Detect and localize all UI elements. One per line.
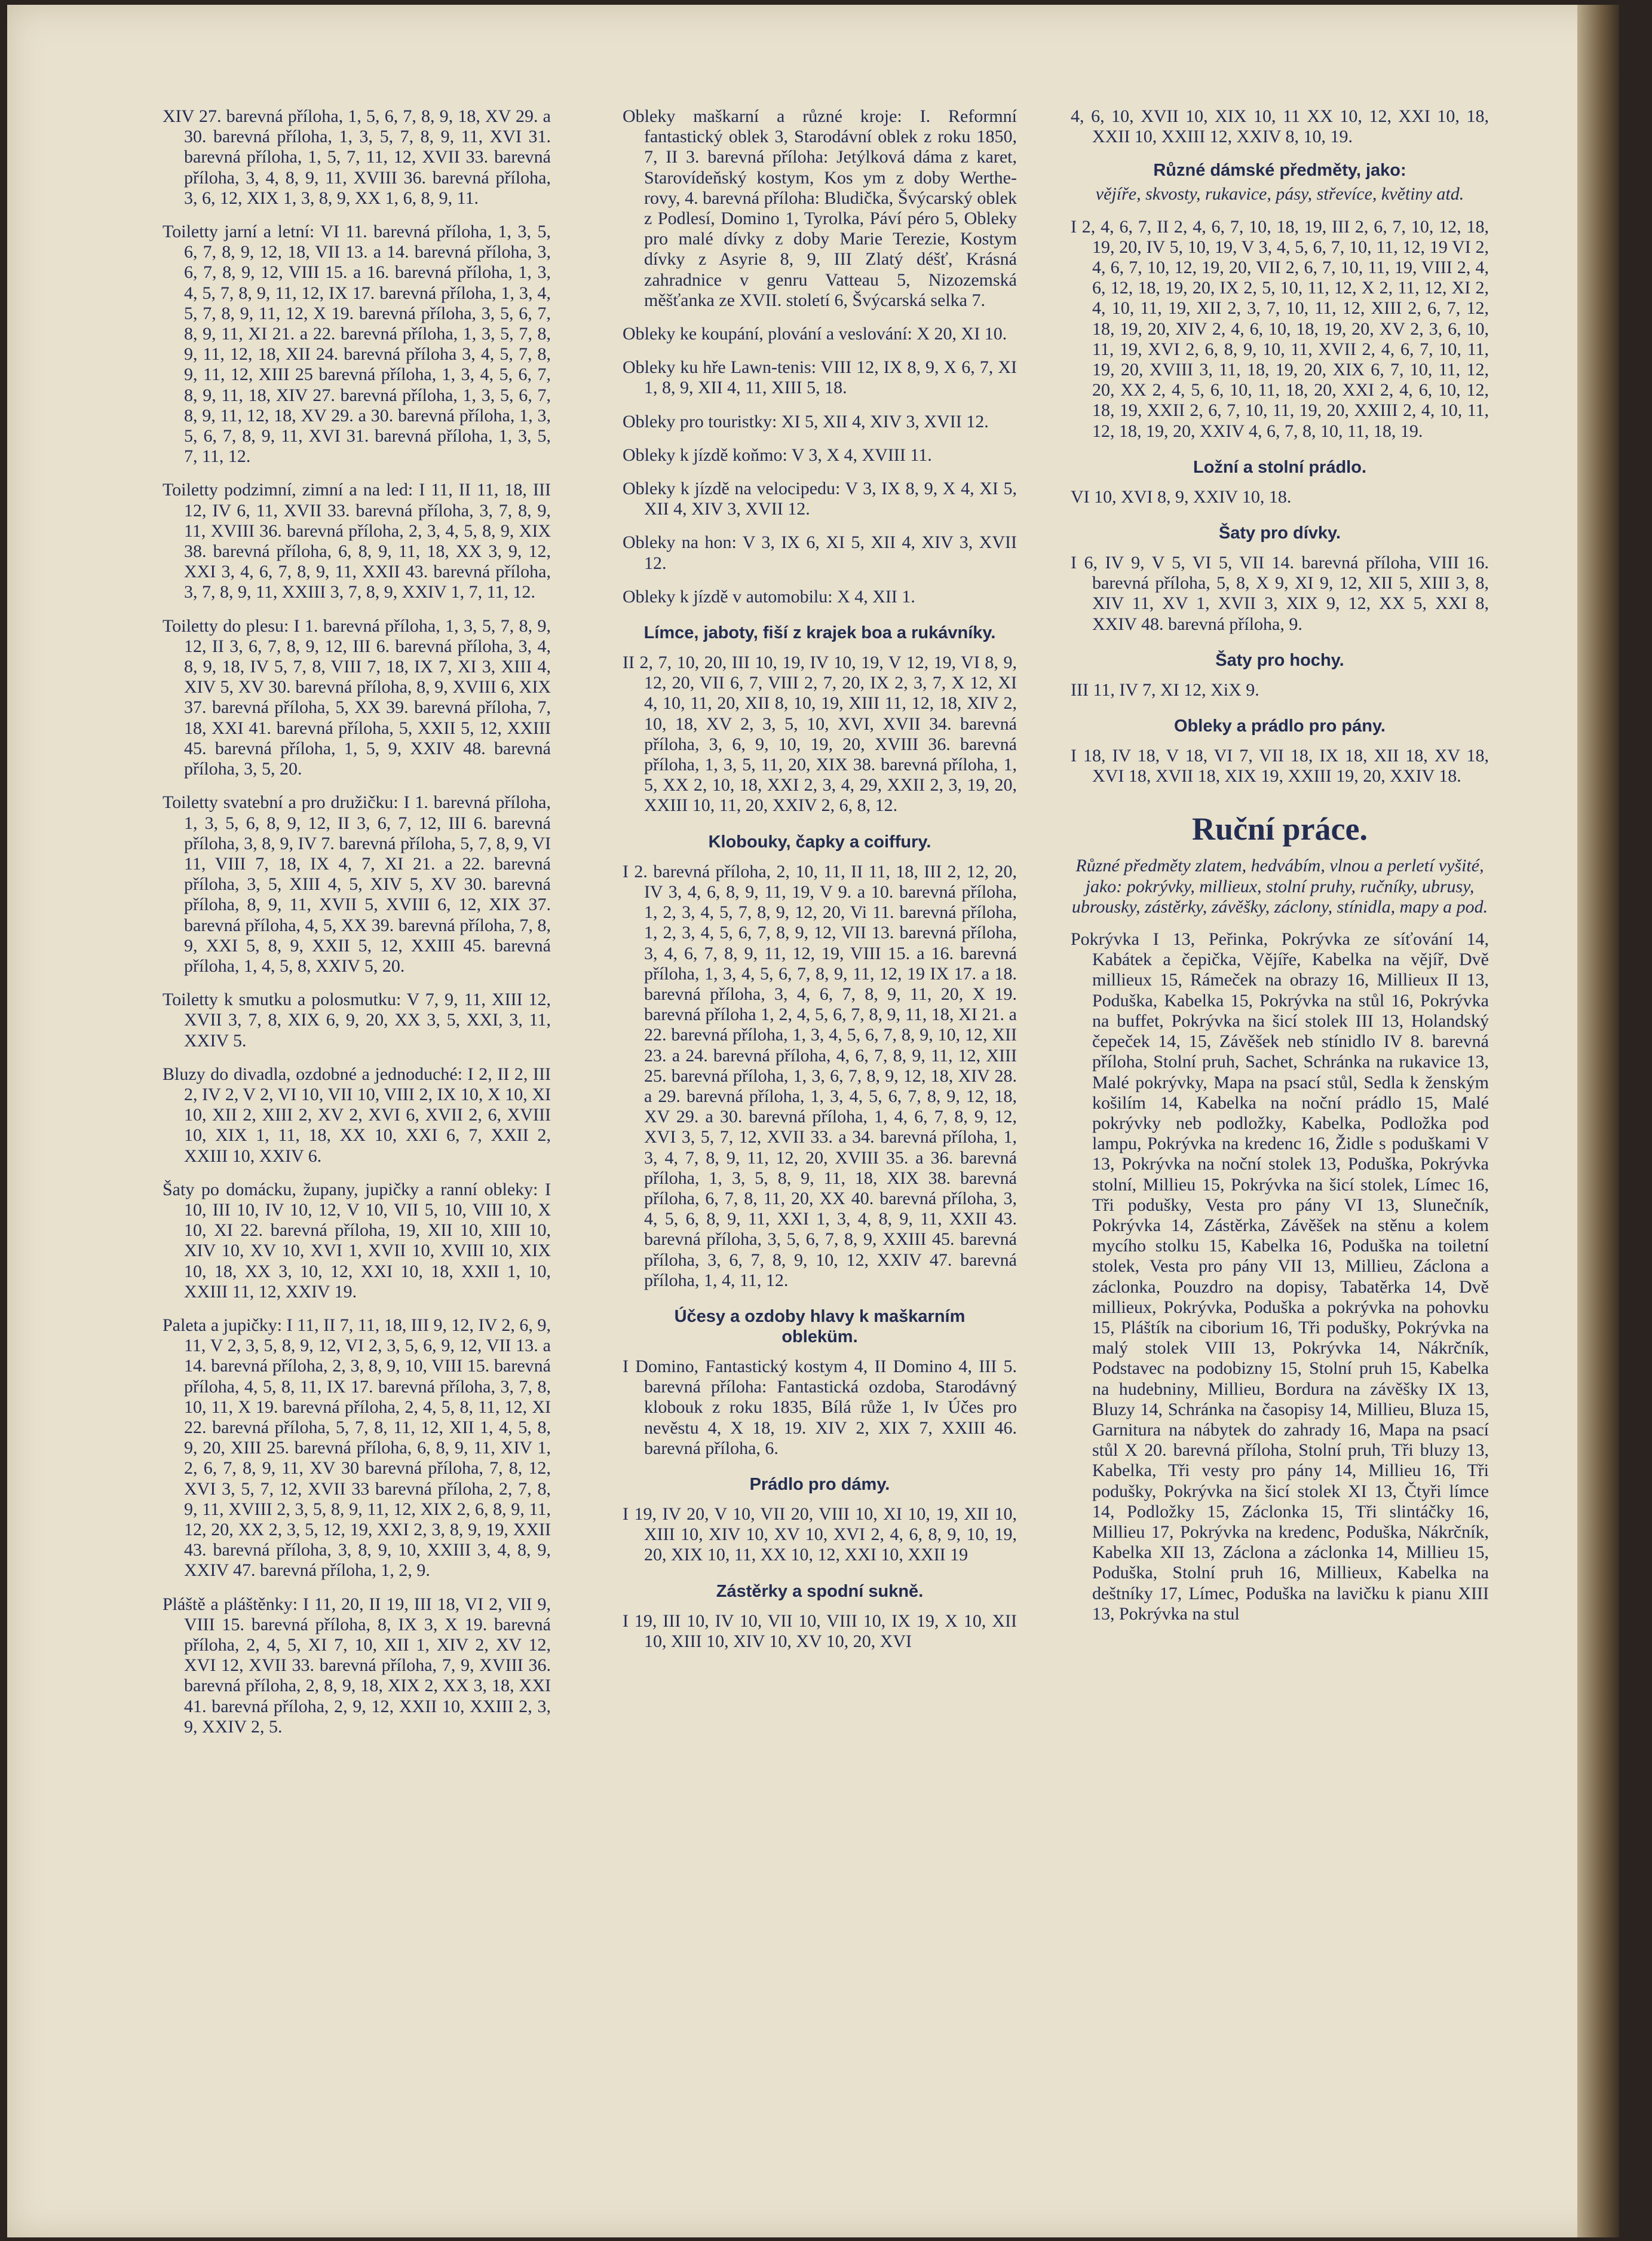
section-heading: Šaty pro dívky. [1218,523,1341,543]
column-middle [623,106,1017,1665]
index-entry: Toiletty k smutku a polosmutku: V 7, 9, 11, XIII 12, XVII 3, 7, 8, XIX 6, 9, 20, XX 3, 5, XXI, 3, 11, XXIV 5. [163,990,551,1051]
index-entry: Pláště a pláštěnky: I 11, 20, II 19, III 18, VI 2, VII 9, VIII 15. barevná příloha, 8, IX 3, X 19. barevná příloha, 2, 4, 5, XI 7, 10, XII 1, XIV 2, XV 12, XVI 12, XVII 33. barevná příloha, 7, 9, XVIII 36. barevná příloha, 2, 8, 9, 18, XIX 2, XX 3, 18, XXI 41. barevná příloha, 2, 9, 12, XXII 10, XXIII 2, 3, 9, XXIV 2, 5. [163,1594,551,1737]
index-entry: Toiletty podzimní, zimní a na led: I 11, II 11, 18, III 12, IV 6, 11, XVII 33. barevná příloha, 3, 7, 8, 9, 11, XVIII 36. barevná příloha, 2, 3, 4, 5, 8, 9, XIX 38. barevná příloha, 6, 8, 9, 11, 18, XX 3, 9, 12, XXI 3, 4, 6, 7, 8, 9, 11, XXII 43. barevná příloha, 3, 7, 8, 9, 11, XXIII 3, 7, 8, 9, XXIV 1, 7, 11, 12. [163,480,551,602]
section-text: I 2. barevná příloha, 2, 10, 11, II 11, 18, III 2, 12, 20, IV 3, 4, 6, 8, 9, 11, 19, V 9. a 10. barevná příloha, 1, 2, 3, 4, 5, 7, 8, 9, 12, 20, Vi 11. barevná příloha, 1, 2, 3, 4, 5, 6, 7, 8, 9, 12, VII 13. barevná příloha, 3, 4, 6, 7, 8, 9, 11, 12, 19, VIII 15. a 16. barevná příloha, 1, 3, 4, 5, 6, 7, 8, 9, 11, 12, 19 IX 17. a 18. barevná příloha, 3, 4, 6, 7, 8, 9, 11, 20, X 19. barevná příloha 1, 2, 4, 5, 6, 7, 8, 9, 11, 18, XI 21. a 22. barevná příloha, 1, 3, 4, 5, 6, 7, 8, 9, 10, 12, XII 23. a 24. barevná příloha, 4, 6, 7, 8, 9, 11, 12, XIII 25. barevná příloha, 1, 3, 6, 7, 8, 9, 12, 18, XIV 28. a 29. barevná příloha, 1, 3, 4, 5, 6, 7, 8, 9, 12, 18, XV 29. a 30. barevná příloha, 1, 4, 6, 7, 8, 9, 12, XVI 3, 5, 7, 12, XVII 33. a 34. barevná příloha, 1, 3, 4, 7, 8, 9, 11, 12, 20, XVIII 35. a 36. barevná příloha, 1, 3, 5, 8, 9, 11, 18, XIX 38. barevná příloha, 6, 7, 8, 11, 20, XX 40. barevná příloha, 3, 4, 5, 6, 8, 9, 11, XXI 1, 3, 4, 8, 9, 11, XXII 43. barevná příloha, 3, 5, 6, 7, 8, 9, XXIII 45. barevná příloha, 3, 6, 7, 8, 9, 10, 12, XXIV 47. barevná příloha, 1, 4, 11, 12. [623,861,1017,1290]
index-entry: Obleky pro touristky: XI 5, XII 4, XIV 3, XVII 12. [623,411,989,431]
section-heading: Ložní a stolní prádlo. [1193,457,1366,477]
section-text: I 2, 4, 6, 7, II 2, 4, 6, 7, 10, 18, 19, III 2, 6, 7, 10, 12, 18, 19, 20, IV 5, 10, 19, V 3, 4, 5, 6, 7, 10, 11, 12, 19 VI 2, 4, 6, 7, 10, 12, 19, 20, VII 2, 6, 7, 10, 11, 19, VIII 2, 4, 6, 12, 18, 19, 20, IX 2, 5, 10, 11, 12, X 2, 11, 12, XI 2, 4, 10, 11, 19, XII 2, 3, 7, 10, 11, 12, XIII 2, 6, 7, 12, 18, 19, 20, XIV 2, 4, 6, 10, 18, 19, 20, XV 2, 3, 6, 10, 11, 19, XVI 2, 6, 8, 9, 10, 11, XVII 2, 4, 6, 7, 10, 11, 19, 20, XVIII 3, 11, 18, 19, 20, XIX 6, 7, 10, 11, 12, 20, XX 2, 4, 5, 6, 10, 11, 18, 20, XXI 2, 4, 6, 10, 12, 18, 19, XXII 2, 6, 7, 10, 11, 19, 20, XXIII 2, 4, 10, 11, 12, 18, 19, 20, XXIV 4, 6, 7, 8, 10, 11, 18, 19. [1071,216,1489,441]
section-text: I 6, IV 9, V 5, VI 5, VII 14. barevná příloha, VIII 16. barevná příloha, 5, 8, X 9, XI 9, 12, XII 5, XIII 3, 8, XIV 11, XV 1, XVII 3, XIX 9, 12, XX 5, XXI 8, XXIV 48. barevná příloha, 9. [1071,553,1489,634]
section-heading: Límce, jaboty, fiší z krajek boa a rukávníky. [643,623,996,643]
section-text: I 19, III 10, IV 10, VII 10, VIII 10, IX 19, X 10, XII 10, XIII 10, XIV 10, XV 10, 20, XVI [623,1611,1017,1651]
index-entry: Toiletty do plesu: I 1. barevná příloha, 1, 3, 5, 7, 8, 9, 12, II 3, 6, 7, 8, 9, 12, III 6. barevná příloha, 3, 4, 8, 9, 18, IV 5, 7, 8, VIII 7, 18, IX 7, XI 3, XIII 4, XIV 5, XV 30. barevná příloha, 8, 9, XVIII 6, XIX 37. barevná příloha, 5, XX 39. barevná příloha, 7, 18, XXI 41. barevná příloha, 5, XXII 5, 12, XXIII 45. barevná příloha, 1, 5, 9, XXIV 48. barevná příloha, 3, 5, 20. [163,616,551,779]
section-intro: vějíře, skvosty, rukavice, pásy, střevíce, květiny atd. [1095,184,1464,204]
main-section-title: Ruční práce. [1192,811,1368,847]
section-heading: Prádlo pro dámy. [749,1474,890,1494]
index-entry: Obleky ke koupání, plování a veslování: X 20, XI 10. [623,324,1007,344]
section-heading: Účesy a ozdoby hlavy k maškarním obleküm. [674,1306,966,1346]
section-heading: Šaty pro hochy. [1215,650,1344,670]
section-heading: Různé dámské předměty, jako: [1153,161,1406,180]
section-text: II 2, 7, 10, 20, III 10, 19, IV 10, 19, V 12, 19, VI 8, 9, 12, 20, VII 6, 7, VIII 2, 7, 20, IX 2, 3, 7, X 12, XI 4, 10, 11, 20, XII 8, 10, 19, XIII 11, 12, 18, XIV 2, 10, 18, XV 2, 3, 5, 10, XVI, XVII 34. barevná příloha, 3, 6, 9, 10, 19, 20, XVIII 36. barevná příloha, 1, 3, 5, 11, 20, XIX 38. barevná příloha, 1, 5, XX 2, 10, 18, XXI 2, 3, 4, 29, XXII 2, 3, 19, 20, XXIII 10, 11, 20, XXIV 2, 6, 8, 12. [623,653,1017,816]
section-text: 4, 6, 10, XVII 10, XIX 10, 11 XX 10, 12, XXI 10, 18, XXII 10, XXIII 12, XXIV 8, 10, 19. [1071,106,1489,147]
index-entry: Obleky k jízdě koňmo: V 3, X 4, XVIII 11. [623,445,932,465]
section-text: III 11, IV 7, XI 12, XiX 9. [1071,679,1259,700]
index-entry: Paleta a jupičky: I 11, II 7, 11, 18, III 9, 12, IV 2, 6, 9, 11, V 2, 3, 5, 8, 9, 12, VI 2, 3, 5, 6, 9, 12, VII 13. a 14. barevná příloha, 2, 3, 8, 9, 10, VIII 15. barevná příloha, 4, 5, 8, 11, IX 17. barevná příloha, 3, 7, 8, 10, 11, X 19. barevná příloha, 2, 4, 5, 8, 11, 12, XI 22. barevná příloha, 5, 7, 8, 11, 12, XII 1, 4, 5, 8, 9, 20, XIII 25. barevná příloha, 6, 8, 9, 11, XIV 1, 2, 6, 7, 8, 9, 11, XV 30 barevná příloha, 7, 8, 12, XVI 3, 5, 7, 12, XVII 33 barevná příloha, 2, 7, 8, 9, 11, XVIII 2, 3, 5, 8, 9, 11, 12, XIX 2, 6, 8, 9, 11, 12, 20, XX 2, 3, 5, 12, 19, XXI 2, 3, 8, 9, 19, XXII 43. barevná příloha, 3, 8, 9, 10, XXIII 3, 4, 8, 9, XXIV 47. barevná příloha, 1, 2, 9. [163,1315,551,1581]
column-left [163,106,551,1750]
column-right [1071,106,1489,1637]
section-text: I 19, IV 20, V 10, VII 20, VIII 10, XI 10, 19, XII 10, XIII 10, XIV 10, XV 10, XVI 2, 4, 6, 8, 9, 10, 19, 20, XIX 10, 11, XX 10, 12, XXI 10, XXII 19 [623,1504,1017,1565]
index-entry: Šaty po domácku, župany, jupičky a ranní obleky: I 10, III 10, IV 10, 12, V 10, VII 5, 10, VIII 10, X 10, XI 22. barevná příloha, 19, XII 10, XIII 10, XIV 10, XV 10, XVI 1, XVII 10, XVIII 10, XIX 10, 18, XX 3, 10, 12, XXI 10, 18, XXII 1, 10, XXIII 11, 12, XXIV 19. [163,1179,551,1302]
section-heading: Obleky a prádlo pro pány. [1174,717,1386,736]
section-heading: Klobouky, čapky a coiffury. [708,832,931,852]
section-text: VI 10, XVI 8, 9, XXIV 10, 18. [1071,486,1292,507]
index-entry: XIV 27. barevná příloha, 1, 5, 6, 7, 8, 9, 18, XV 29. a 30. barevná příloha, 1, 3, 5, 7, 8, 9, 11, XVI 31. barevná příloha, 1, 5, 7, 11, 12, XVII 33. barevná příloha, 3, 4, 8, 9, 11, XVIII 36. barevná příloha, 3, 6, 12, XIX 1, 3, 8, 9, XX 1, 6, 8, 9, 11. [163,106,551,208]
section-text: I Domino, Fantastický kostym 4, II Domino 4, III 5. barevná příloha: Fantastická ozdoba, Starodávný klobouk z roku 1835, Bílá růže 1, Iv Účes pro nevěstu 4, X 18, 19. XIV 2, XIX 7, XXIII 46. barevná příloha, 6. [623,1356,1017,1458]
index-entry: Obleky maškarní a různé kroje: I. Reformní fantastický oblek 3, Starodávní oblek z roku 1850, 7, II 3. barevná příloha: Jetýlková dáma z karet, Starovídeňský kostym, Kos ym z doby Werthe-rovy, 4. barevná příloha: Bludička, Švýcarský oblek z Podlesí, Domino 1, Tyrolka, Páví péro 5, Obleky pro malé dívky z doby Marie Terezie, Kostym dívky z Asyrie 8, 9, III Zlatý déšť, Krásná zahradnice v genru Vatteau 5, Nizozemská měšťanka ze XVII. století 6, Švýcarská selka 7. [623,106,1017,310]
index-entry: Toiletty svatební a pro družičku: I 1. barevná příloha, 1, 3, 5, 6, 8, 9, 12, II 3, 6, 7, 12, III 6. barevná příloha, 3, 8, 9, IV 7. barevná příloha, 5, 7, 8, 9, VI 11, VIII 7, 18, IX 4, 7, XI 21. a 22. barevná příloha, 3, 5, XIII 4, 5, XIV 5, XV 30. barevná příloha, 8, 9, 11, XVII 5, XVIII 6, 12, XIX 37. barevná příloha, 4, 5, XX 39. barevná příloha, 7, 8, 9, XXI 5, 8, 9, XXII 5, 12, XXIII 45. barevná příloha, 1, 4, 5, 8, XXIV 5, 20. [163,792,551,976]
book-spine [1577,5,1619,2237]
index-entry: Obleky k jízdě v automobilu: X 4, XII 1. [623,586,915,607]
index-entry: Toiletty jarní a letní: VI 11. barevná příloha, 1, 3, 5, 6, 7, 8, 9, 12, 18, VII 13. a 14. barevná příloha, 3, 6, 7, 8, 9, 12, VIII 15. a 16. barevná příloha, 1, 3, 4, 5, 7, 8, 9, 11, 12, IX 17. barevná příloha, 1, 3, 4, 5, 7, 8, 9, 11, 12, X 19. barevná příloha, 3, 5, 6, 7, 8, 9, 11, XI 21. a 22. barevná příloha, 1, 3, 5, 7, 8, 9, 11, 12, 18, XII 24. barevná příloha 3, 4, 5, 7, 8, 9, 11, 12, XIII 25 barevná příloha, 1, 3, 4, 5, 6, 7, 8, 9, 11, 18, XIV 27. barevná příloha, 1, 3, 5, 6, 7, 8, 9, 11, 12, 18, XV 29. a 30. barevná příloha, 1, 3, 5, 6, 7, 8, 9, 11, XVI 31. barevná příloha, 1, 3, 5, 7, 11, 12. [163,222,551,467]
section-heading: Zástěrky a spodní sukně. [716,1581,924,1601]
index-entry: Obleky ku hře Lawn-tenis: VIII 12, IX 8, 9, X 6, 7, XI 1, 8, 9, XII 4, 11, XIII 5, 18. [623,357,1017,398]
index-entry: Obleky k jízdě na velocipedu: V 3, IX 8, 9, X 4, XI 5, XII 4, XIV 3, XVII 12. [623,479,1017,519]
index-entry: Obleky na hon: V 3, IX 6, XI 5, XII 4, XIV 3, XVII 12. [623,532,1017,573]
section-intro: Různé předměty zlatem, hedvábím, vlnou a perletí vyšité, jako: pokrývky, millieux, stolní pruhy, ručníky, ubrusy, ubrousky, zástěrky, závěšky, záclony, stínidla, mapy a pod. [1071,856,1488,917]
catalog-page [7,5,1619,2237]
index-entry: Bluzy do divadla, ozdobné a jednoduché: I 2, II 2, III 2, IV 2, V 2, VI 10, VII 10, VIII 2, IX 10, X 10, XI 10, XII 2, XIII 2, XV 2, XVI 6, XVII 2, 6, XVIII 10, XIX 1, 11, 18, XX 10, XXI 6, 7, XXII 2, XXIII 10, XXIV 6. [163,1064,551,1166]
section-text: I 18, IV 18, V 18, VI 7, VII 18, IX 18, XII 18, XV 18, XVI 18, XVII 18, XIX 19, XXIII 19, 20, XXIV 18. [1071,746,1489,786]
section-text: Pokrývka I 13, Peřinka, Pokrývka ze síťování 14, Kabátek a čepička, Vějíře, Kabelka na vějíř, Dvě millieux 15, Rámeček na obrazy 16, Millieux II 13, Poduška, Kabelka 15, Pokrývka na stůl 16, Pokrývka na buffet, Pokrývka na šicí stolek III 13, Holandský čepeček 14, 15, Závěšek neb stínidlo IV 8. barevná příloha, Stolní pruh, Sachet, Schránka na rukavice 13, Malé pokrývky, Mapa na psací stůl, Sedla k ženským košilím 14, Kabelka na noční prádlo 15, Malé pokrývky neb podložky, Kabelka, Podložka pod lampu, Pokrývka na kredenc 16, Židle s poduškami V 13, Pokrývka na noční stolek 13, Poduška, Pokrývka stolní, Millieu 15, Pokrývka na šicí stolek, Límec 16, Tři podušky, Vesta pro pány VI 13, Slunečník, Pokrývka 14, Zástěrka, Závěšek na stěnu a kolem mycího stolku 15, Kabelka 16, Poduška na toiletní stolek, Vesta pro pány VII 13, Millieu, Záclona a záclonka, Pouzdro na dopisy, Tabatěrka 14, Dvě millieux, Pokrývka, Poduška a pokrývka na pohovku 15, Pláštík na ciborium 16, Tři podušky, Pokrývka na malý stolek VIII 13, Pokrývka 14, Nákrčník, Podstavec na podobizny 15, Stolní pruh 15, Kabelka na hudebniny, Millieu, Bordura na závěšky IX 13, Bluzy 14, Schránka na časopisy 14, Millieu, Bluza 15, Garnitura na nábytek do zahrady 16, Mapa na psací stůl X 20. barevná příloha, Stolní pruh, Tři bluzy 13, Kabelka, Tři vesty pro pány 14, Millieu 16, Tři podušky, Pokrývka na šicí stolek XI 13, Čtyři límce 14, Podložky 15, Záclonka 15, Tři slintáčky 16, Millieu 17, Pokrývka na kredenc, Poduška, Nákrčník, Kabelka XII 13, Záclona a záclonka 14, Millieu 15, Poduška, Stolní pruh 16, Millieux, Kabelka na deštníky 17, Límec, Poduška na lavičku k pianu XIII 13, Pokrývka na stul [1071,929,1489,1624]
